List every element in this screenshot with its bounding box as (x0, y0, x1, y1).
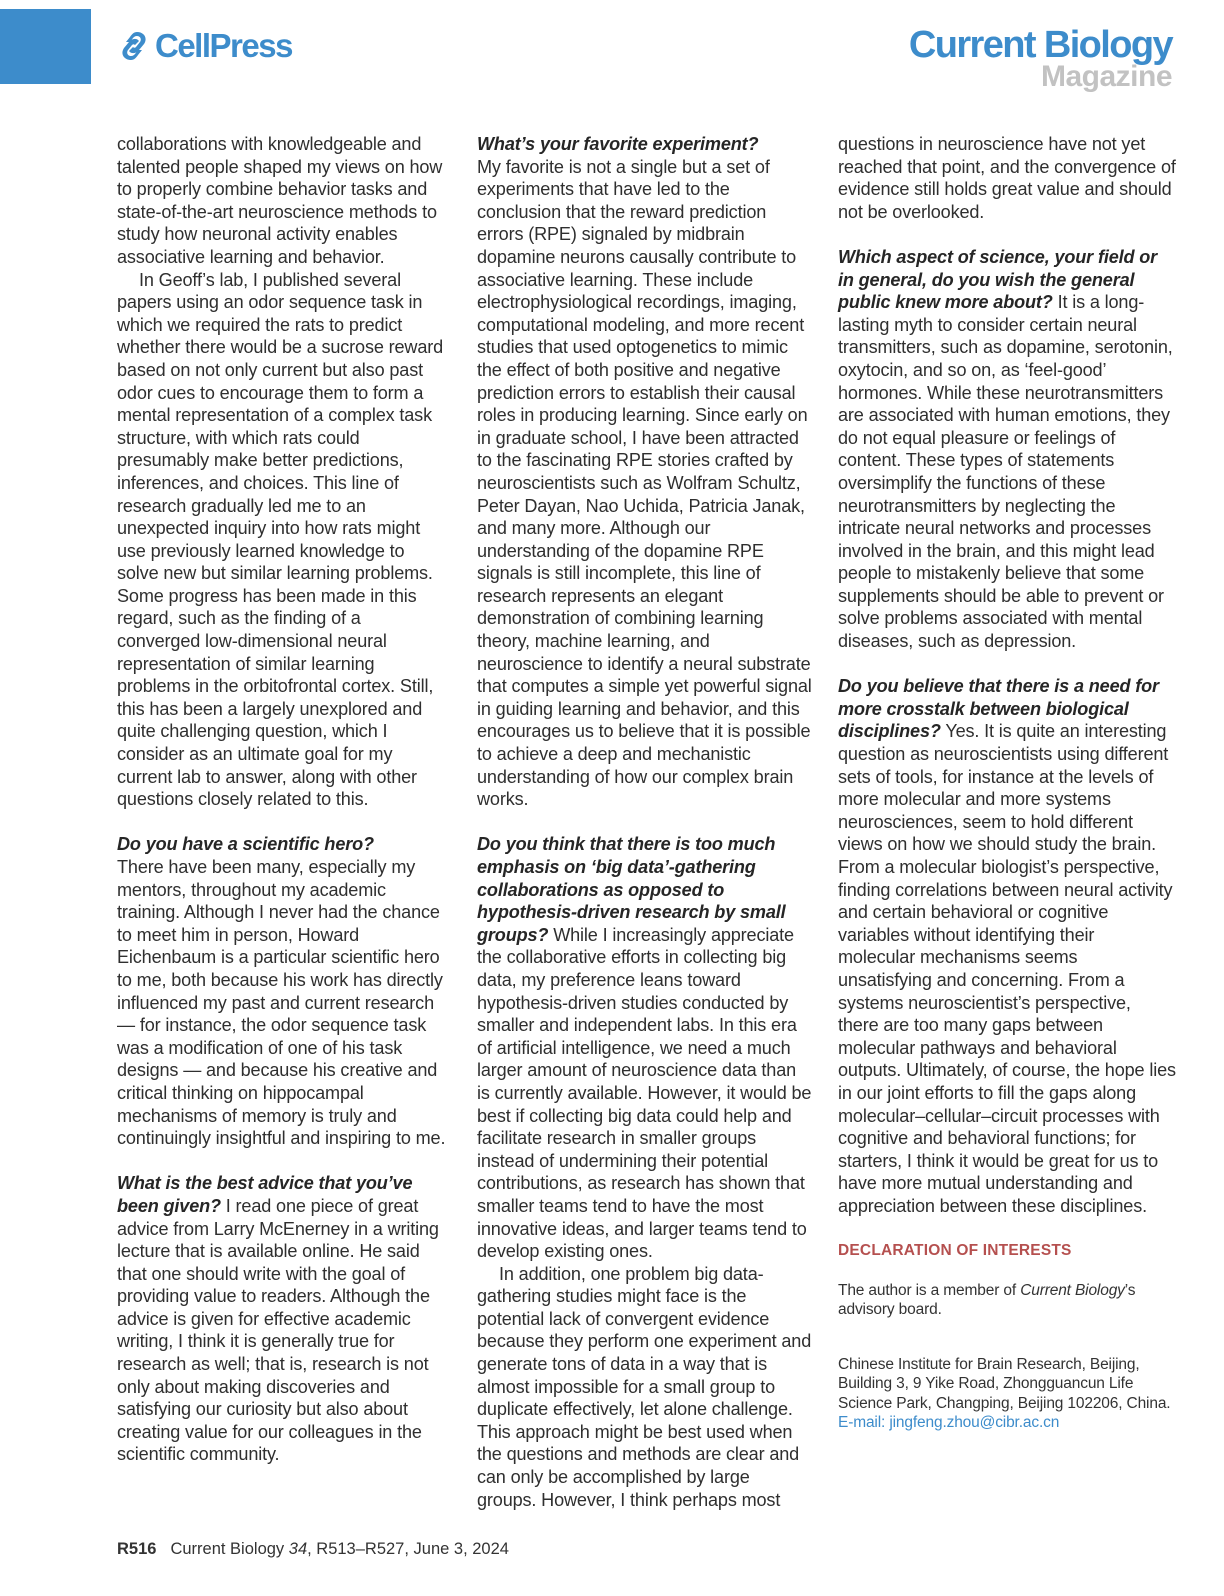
citation-journal: Current Biology (170, 1540, 289, 1558)
answer-text: It is a long-lasting myth to consider certain neural transmitters, such as dopamine, serotonin, oxytocin, and so on, as ‘feel-good’ hormones. While these neurotransmitters are associated with human emotions, they do not equal pleasure or feelings of content. These types of statements oversimplify the functions of these neurotransmitters by neglecting the intricate neural networks and processes involved in the brain, and this might lead people to mistakenly believe that some supplements should be able to prevent or solve problems associated with mental diseases, such as depression. (838, 292, 1173, 652)
answer-text: My favorite is not a single but a set of experiments that have led to the conclusion that the reward prediction errors (RPE) signaled by midbrain dopamine neurons causally contribute to associative learning. These include electrophysiological recordings, imaging, computational modeling, and more recent studies that used optogenetics to mimic the effect of both positive and negative prediction errors to establish their causal roles in producing learning. Since early on in graduate school, I have been attracted to the fascinating RPE stories crafted by neuroscientists such as Wolfram Schultz, Peter Dayan, Nao Uchida, Patricia Janak, and many more. Although our understanding of the dopamine RPE signals is still incomplete, this line of research represents an elegant demonstration of combining learning theory, machine learning, and neuroscience to identify a neural substrate that computes a simple yet powerful signal in guiding learning and behavior, and this encourages us to believe that it is possible to achieve a deep and mechanistic understanding of how our complex brain works. (477, 156, 812, 810)
journal-masthead (909, 24, 1172, 92)
author-email[interactable] (838, 1413, 1176, 1433)
question-block (477, 833, 813, 1262)
question-block (117, 1172, 447, 1466)
declaration-heading: DECLARATION OF INTERESTS (838, 1242, 1072, 1260)
answer-text: While I increasingly appreciate the collaborative efforts in collecting big data, my preference leans toward hypothesis-driven studies conducted by smaller and independent labs. In this era of artificial intelligence, we need a much larger amount of neuroscience data than is currently available. However, it would be best if collecting big data could help and facilitate research in smaller groups instead of undermining their potential contributions, as research has shown that smaller teams tend to have the most innovative ideas, and larger teams tend to develop existing ones. (477, 924, 812, 1262)
answer-text: I read one piece of great advice from Larry McEnerney in a writing lecture that is available online. He said that one should write with the goal of providing value to readers. Although the advice is given for effective academic writing, I think it is generally true for research as well; that is, research is not only about making discoveries and satisfying our curiosity but also about creating value for our colleagues in the scientific community. (117, 1195, 439, 1465)
question-block (477, 133, 813, 811)
email-link[interactable]: jingfeng.zhou@cibr.ac.cn (889, 1414, 1060, 1432)
question-block (117, 833, 447, 1149)
email-label: E-mail: (838, 1414, 890, 1432)
paragraph: In Geoff’s lab, I published several papers using an odor sequence task in which we required the rats to predict whether there would be a sucrose reward based on not only current but also past odor cues to encourage them to form a mental representation of a complex task structure, with which rats could presumably make better predictions, inferences, and choices. This line of research gradually led me to an unexpected inquiry into how rats might use previously learned knowledge to solve new but similar learning problems. Some progress has been made in this regard, such as the finding of a converged low-dimensional neural representation of similar learning problems in the orbitofrontal cortex. Still, this has been a largely unexplored and quite challenging question, which I consider as an ultimate goal for my current lab to answer, along with other questions closely related to this. (117, 269, 444, 810)
section-color-tab (0, 9, 91, 84)
publisher-name: CellPress (155, 27, 292, 64)
text-column-1 (117, 133, 447, 1466)
declaration-text (838, 1281, 1176, 1320)
text-column-2 (477, 133, 813, 1511)
cellpress-link-icon (117, 29, 151, 63)
page-footer (117, 1540, 509, 1559)
question-block (838, 246, 1176, 653)
answer-text: There have been many, especially my mentors, throughout my academic training. Although I never had the chance to meet him in person, Howard Eichenbaum is a particular scientific hero to me, both because his work has directly influenced my past and current research — for instance, the odor sequence task was a modification of one of his task designs — and because his creative and critical thinking on hippocampal mechanisms of memory is truly and continuingly insightful and inspiring to me. (117, 857, 446, 1149)
question-crosstalk: Do you believe that there is a need for more crosstalk between biological disciplines? (838, 676, 1159, 742)
question-scientific-hero: Do you have a scientific hero? (117, 834, 374, 855)
declaration-post: ’s advisory board. (838, 1281, 1136, 1319)
author-affiliation: Chinese Institute for Brain Research, Beijing, Building 3, 9 Yike Road, Zhongguancun Life Science Park, Changping, Beijing 102206, China. (838, 1355, 1171, 1412)
paragraph: In addition, one problem big data-gathering studies might face is the potential lack of convergent evidence because they perform one experiment and generate tons of data in a way that is almost impossible for a small group to duplicate effectively, let alone challenge. This approach might be best used when the questions and methods are clear and can only be accomplished by large groups. However, I think perhaps most (477, 1263, 812, 1510)
page-number: R516 (117, 1540, 157, 1558)
paragraph: collaborations with knowledgeable and talented people shaped my views on how to properly combine behavior tasks and state-of-the-art neuroscience methods to study how neuronal activity enables associative learning and behavior. (117, 134, 443, 267)
question-big-data: Do you think that there is too much emphasis on ‘big data’-gathering collaborations as opposed to hypothesis-driven research by small groups? (477, 834, 786, 945)
declaration-journal: Current Biology (1020, 1281, 1125, 1299)
journal-title: Current Biology (908, 24, 1172, 66)
declaration-pre: The author is a member of (838, 1281, 1021, 1299)
answer-text: Yes. It is quite an interesting question as neuroscientists using different sets of tools, for instance at the levels of more molecular and more systems neurosciences, seem to hold different views on how we should study the brain. From a molecular biologist’s perspective, finding correlations between neural activity and certain behavioral or cognitive variables without identifying their molecular mechanisms seems unsatisfying and concerning. From a systems neuroscientist’s perspective, there are too many gaps between molecular pathways and behavioral outputs. Ultimately, of course, the hope lies in our joint efforts to fill the gaps along molecular–cellular–circuit processes with cognitive and behavioral functions; for starters, I think it would be great for us to have more mutual understanding and appreciation between these disciplines. (838, 721, 1176, 1216)
citation-rest: , R513–R527, June 3, 2024 (307, 1540, 509, 1558)
question-best-advice: What is the best advice that you’ve been given? (117, 1173, 413, 1216)
text-column-3 (838, 133, 1176, 1433)
cellpress-logo (117, 26, 292, 66)
question-favorite-experiment: What’s your favorite experiment? (477, 134, 759, 154)
citation-volume: 34 (288, 1540, 308, 1558)
question-public-knowledge: Which aspect of science, your field or in general, do you wish the general public knew more about? (838, 246, 1158, 313)
paragraph: questions in neuroscience have not yet reached that point, and the convergence of evidence still holds great value and should not be overlooked. (838, 134, 1176, 222)
question-block (838, 675, 1176, 1217)
journal-section: Magazine (1040, 60, 1172, 93)
